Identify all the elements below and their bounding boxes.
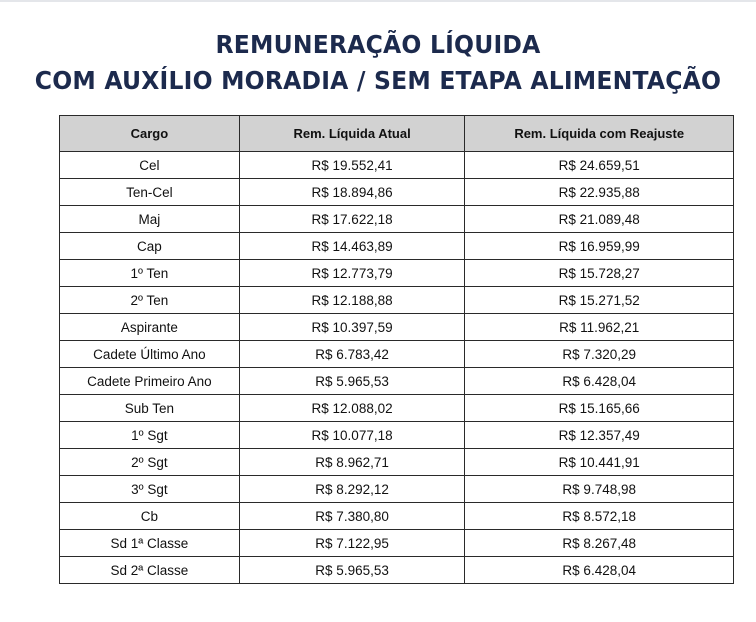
- cell-rem-reajuste: R$ 9.748,98: [465, 476, 734, 503]
- table-row: [60, 314, 734, 341]
- cell-rem-atual: R$ 8.292,12: [239, 476, 465, 503]
- table-row: [60, 503, 734, 530]
- cell-cargo: Cb: [60, 503, 240, 530]
- header-cargo: Cargo: [60, 116, 240, 152]
- cell-rem-reajuste: R$ 8.572,18: [465, 503, 734, 530]
- cell-cargo: Cadete Último Ano: [60, 341, 240, 368]
- table-row: [60, 368, 734, 395]
- cell-rem-atual: R$ 18.894,86: [239, 179, 465, 206]
- cell-rem-reajuste: R$ 12.357,49: [465, 422, 734, 449]
- cell-rem-reajuste: R$ 16.959,99: [465, 233, 734, 260]
- table-row: [60, 206, 734, 233]
- cell-rem-reajuste: R$ 8.267,48: [465, 530, 734, 557]
- cell-cargo: Cel: [60, 152, 240, 179]
- cell-rem-reajuste: R$ 22.935,88: [465, 179, 734, 206]
- cell-rem-atual: R$ 10.077,18: [239, 422, 465, 449]
- header-rem-reajuste: Rem. Líquida com Reajuste: [465, 116, 734, 152]
- header-rem-atual: Rem. Líquida Atual: [239, 116, 465, 152]
- cell-cargo: Cadete Primeiro Ano: [60, 368, 240, 395]
- cell-cargo: 3º Sgt: [60, 476, 240, 503]
- cell-rem-atual: R$ 10.397,59: [239, 314, 465, 341]
- cell-rem-reajuste: R$ 24.659,51: [465, 152, 734, 179]
- table-header: [60, 116, 734, 152]
- table-row: [60, 422, 734, 449]
- cell-cargo: Sub Ten: [60, 395, 240, 422]
- table-row: [60, 395, 734, 422]
- cell-cargo: Cap: [60, 233, 240, 260]
- cell-rem-atual: R$ 14.463,89: [239, 233, 465, 260]
- cell-rem-atual: R$ 19.552,41: [239, 152, 465, 179]
- cell-rem-atual: R$ 7.380,80: [239, 503, 465, 530]
- table-row: [60, 557, 734, 584]
- cell-rem-reajuste: R$ 15.728,27: [465, 260, 734, 287]
- cell-cargo: Maj: [60, 206, 240, 233]
- cell-cargo: Sd 2ª Classe: [60, 557, 240, 584]
- table-row: [60, 476, 734, 503]
- table-row: [60, 152, 734, 179]
- cell-cargo: Aspirante: [60, 314, 240, 341]
- cell-rem-reajuste: R$ 15.271,52: [465, 287, 734, 314]
- header-row: [60, 116, 734, 152]
- cell-rem-reajuste: R$ 6.428,04: [465, 368, 734, 395]
- table-body: [60, 152, 734, 584]
- cell-cargo: 1º Sgt: [60, 422, 240, 449]
- top-divider: [0, 0, 756, 2]
- cell-rem-reajuste: R$ 10.441,91: [465, 449, 734, 476]
- cell-cargo: 2º Ten: [60, 287, 240, 314]
- table-row: [60, 287, 734, 314]
- cell-rem-atual: R$ 12.088,02: [239, 395, 465, 422]
- cell-rem-atual: R$ 8.962,71: [239, 449, 465, 476]
- cell-rem-atual: R$ 7.122,95: [239, 530, 465, 557]
- cell-rem-reajuste: R$ 7.320,29: [465, 341, 734, 368]
- cell-cargo: 2º Sgt: [60, 449, 240, 476]
- cell-rem-atual: R$ 12.188,88: [239, 287, 465, 314]
- table-row: [60, 530, 734, 557]
- table-row: [60, 233, 734, 260]
- cell-rem-reajuste: R$ 11.962,21: [465, 314, 734, 341]
- cell-rem-atual: R$ 5.965,53: [239, 368, 465, 395]
- page-title-line-2: COM AUXÍLIO MORADIA / SEM ETAPA ALIMENTAÇÃO: [34, 66, 722, 95]
- cell-rem-reajuste: R$ 21.089,48: [465, 206, 734, 233]
- cell-cargo: 1º Ten: [60, 260, 240, 287]
- table-row: [60, 260, 734, 287]
- cell-rem-reajuste: R$ 15.165,66: [465, 395, 734, 422]
- cell-cargo: Ten-Cel: [60, 179, 240, 206]
- table-row: [60, 179, 734, 206]
- cell-rem-atual: R$ 17.622,18: [239, 206, 465, 233]
- cell-rem-atual: R$ 12.773,79: [239, 260, 465, 287]
- cell-rem-reajuste: R$ 6.428,04: [465, 557, 734, 584]
- cell-rem-atual: R$ 6.783,42: [239, 341, 465, 368]
- cell-rem-atual: R$ 5.965,53: [239, 557, 465, 584]
- page-title-line-1: REMUNERAÇÃO LÍQUIDA: [215, 30, 541, 59]
- table-row: [60, 449, 734, 476]
- remuneration-table: [59, 115, 734, 584]
- cell-cargo: Sd 1ª Classe: [60, 530, 240, 557]
- table-row: [60, 341, 734, 368]
